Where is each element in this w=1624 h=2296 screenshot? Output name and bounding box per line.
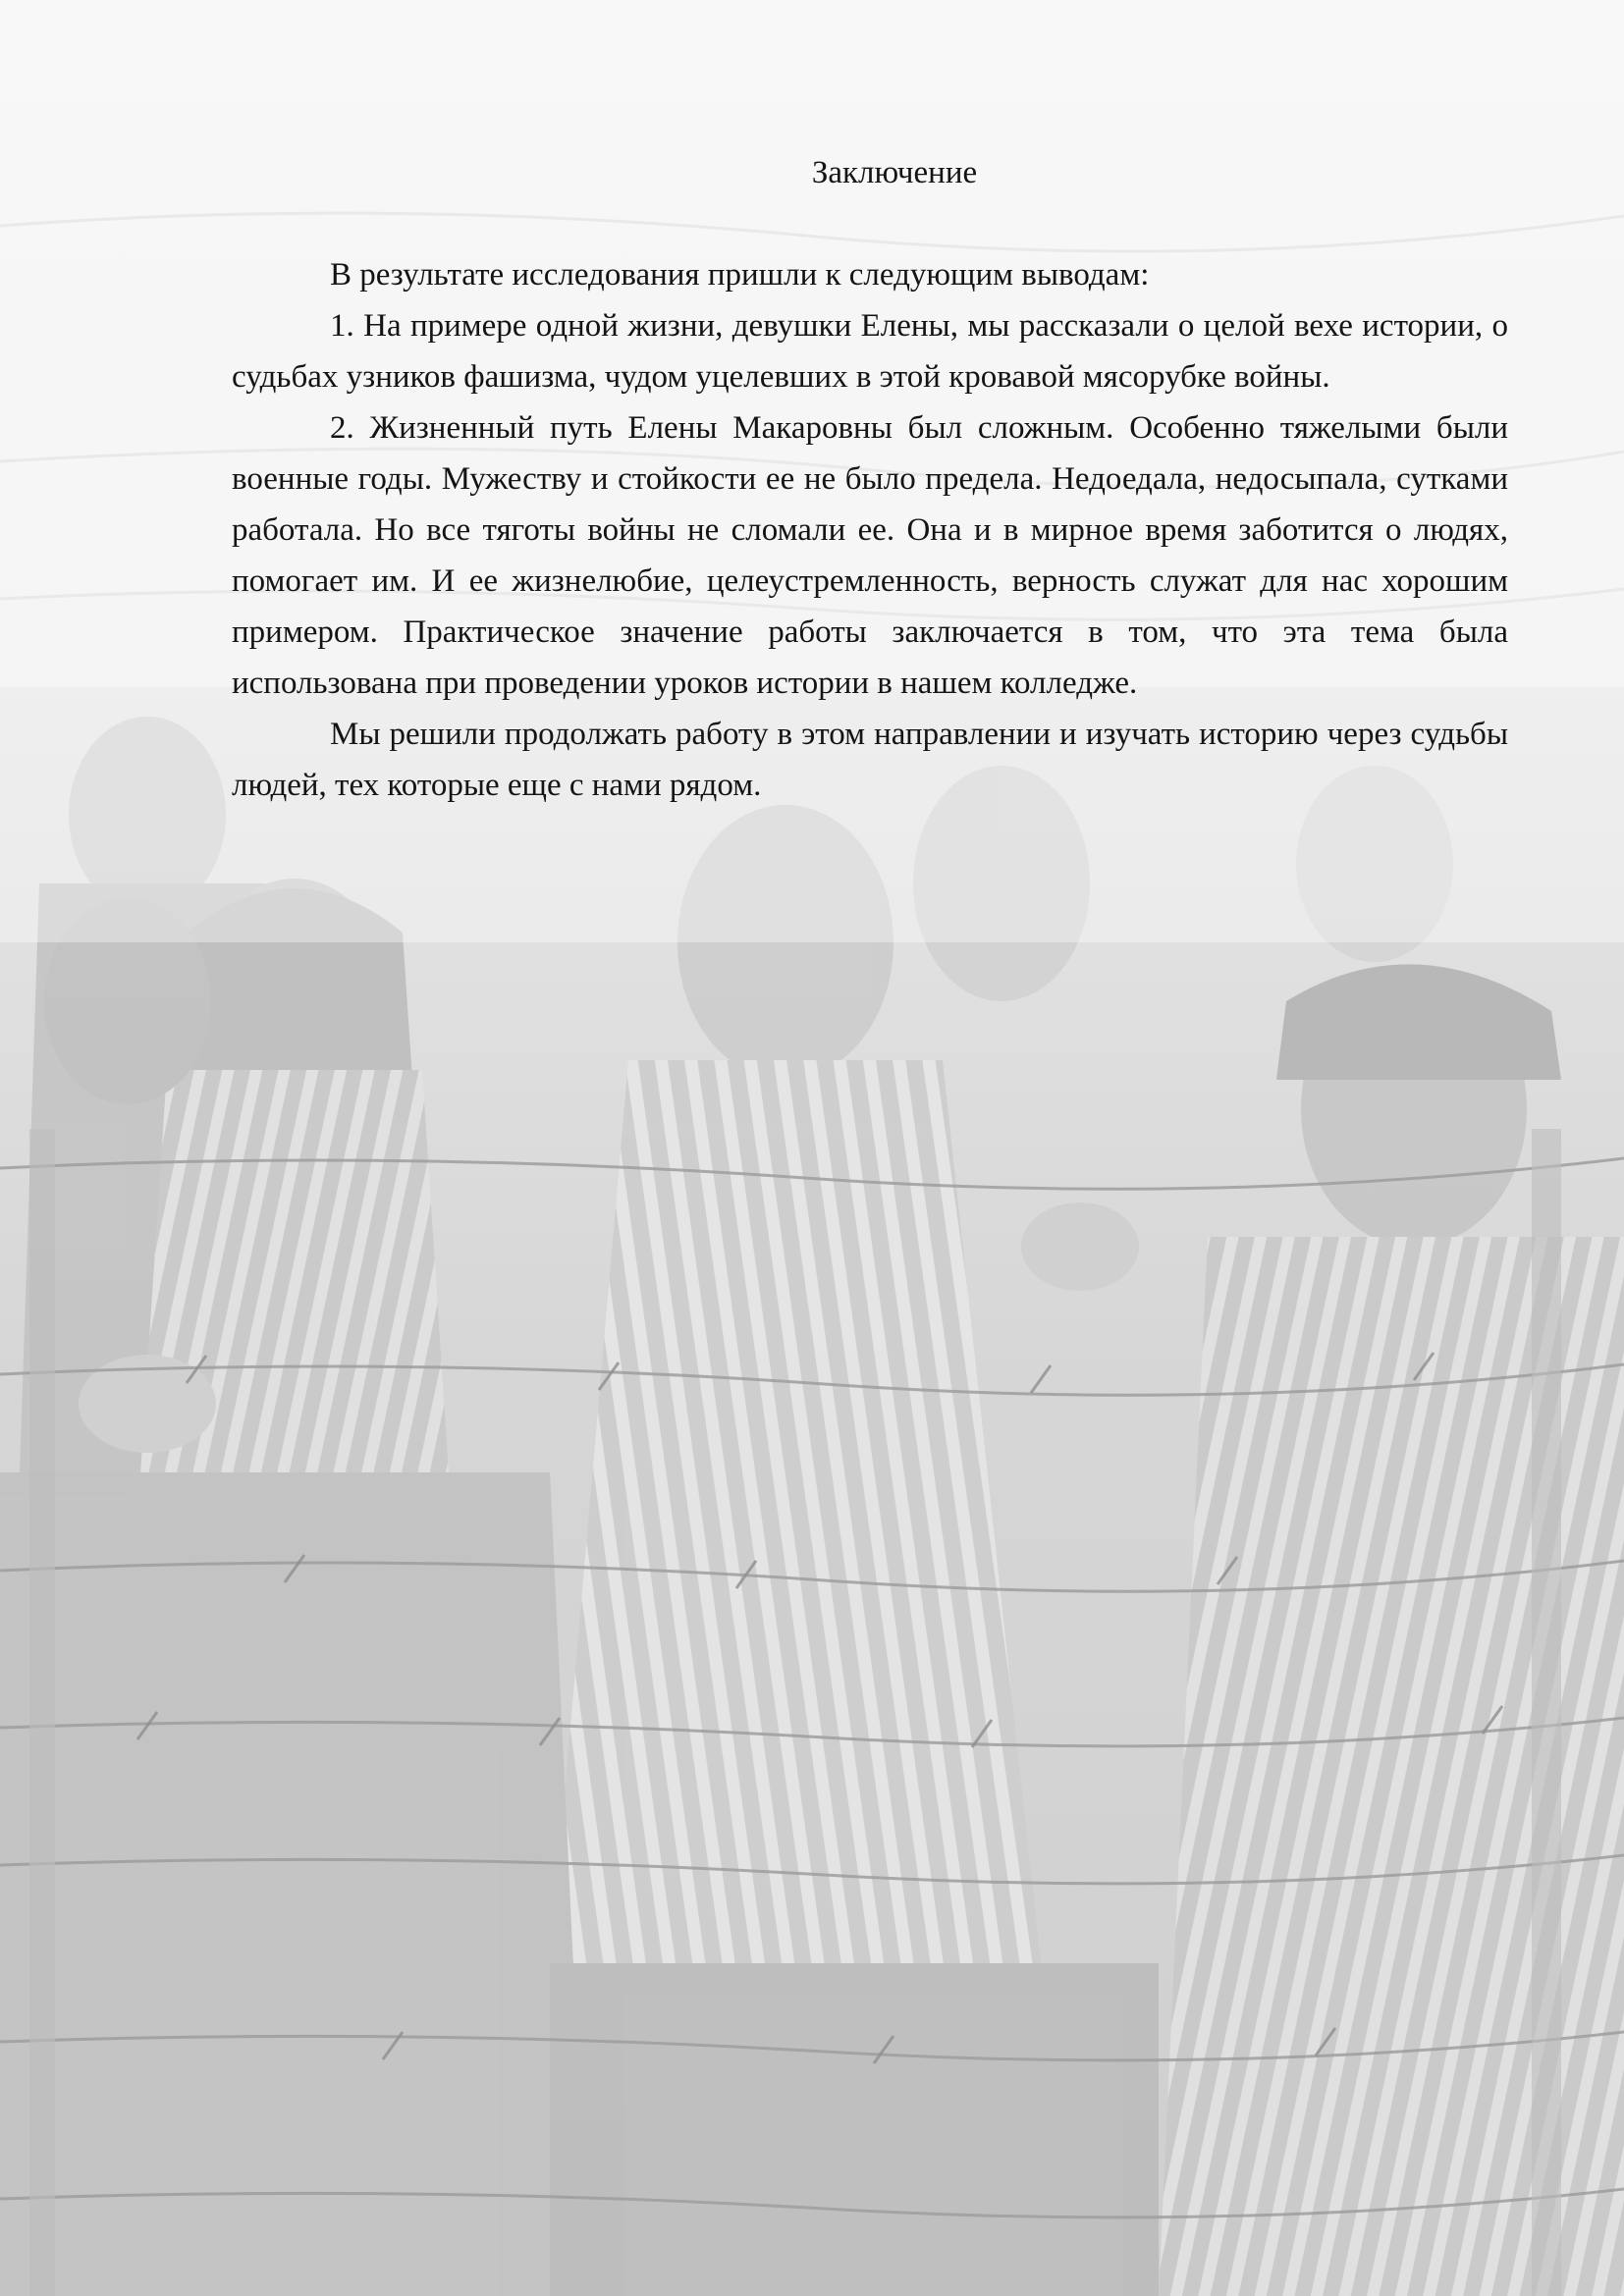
paragraph: 1. На примере одной жизни, девушки Елены, мы рассказали о целой вехе истории, о судьбах узников фашизма, чудом уцелевших в этой кровавой мясорубке войны.: [232, 308, 1508, 395]
intro-paragraph: В результате исследования пришли к следующим выводам:: [330, 257, 1150, 293]
paragraph-list: [232, 300, 1508, 811]
paragraph: 2. Жизненный путь Елены Макаровны был сложным. Особенно тяжелыми были военные годы. Мужеству и стойкости ее не было предела. Недоедала, недосыпала, сутками работала. Но все тяготы войны не сломали ее. Она и в мирное время заботится о людях, помогает им. И ее жизнелюбие, целеустремленность, верность служат для нас хорошим примером. Практическое значение работы заключается в том, что эта тема была использована при проведении уроков истории в нашем колледже.: [232, 410, 1508, 701]
figures: [0, 717, 1624, 2296]
paragraph: Мы решили продолжать работу в этом направлении и изучать историю через судьбы людей, тех которые еще с нами рядом.: [232, 717, 1508, 803]
page-title: Заключение: [811, 155, 978, 190]
